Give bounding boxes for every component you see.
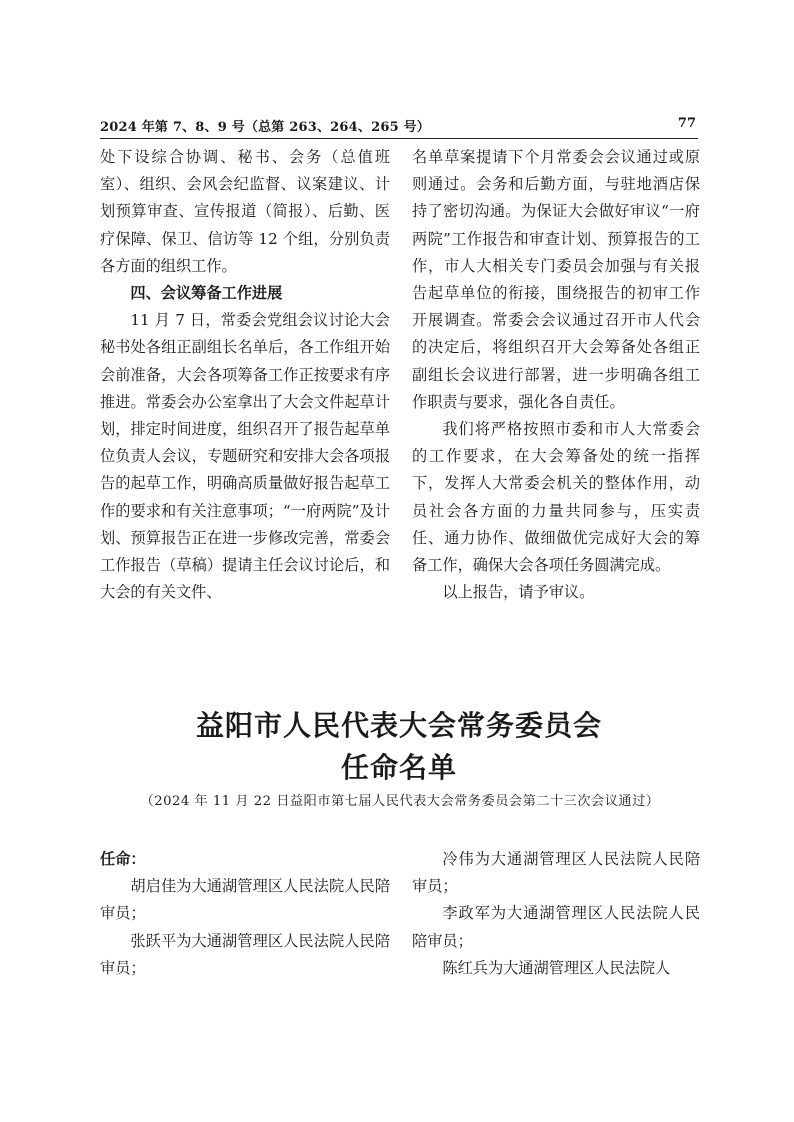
issue-number: 2024 年第 7、8、9 号（总第 263、264、265 号） <box>100 120 430 135</box>
appointment-item: 陈红兵为大通湖管理区人民法院人 <box>442 958 671 977</box>
page-number: 77 <box>677 116 696 131</box>
appointment-item: 胡启佳为大通湖管理区人民法院人民陪审员； <box>100 877 390 923</box>
appointment-item: 李政军为大通湖管理区人民法院人民陪审员； <box>412 904 700 950</box>
report-closing: 以上报告，请予审议。 <box>442 583 595 602</box>
appointment-title-line2: 任命名单 <box>340 751 457 784</box>
appointment-title: 益阳市人民代表大会常务委员会 <box>195 709 602 742</box>
page-header <box>100 116 698 139</box>
report-column-left <box>100 144 390 606</box>
appointment-column-left <box>100 846 390 982</box>
section-heading: 四、会议筹备工作进展 <box>130 284 283 303</box>
report-paragraph: 11 月 7 日，常委会党组会议讨论大会秘书处各组正副组长名单后，各工作组开始会前准备，大会各项筹备工作正按要求有序推进。常委会办公室拿出了大会文件起草计划，排定时间进度，组织召开了报告起草单位负责人会议，专题研究和安排大会各项报告的起草工作，明确高质量做好报告起草工作的要求和有关注意事项；“一府两院”及计划、预算报告正在进一步修改完善，常委会工作报告（草稿）提请主任会议讨论后，和大会的有关文件、 <box>100 311 390 602</box>
report-paragraph: 处下设综合协调、秘书、会务（总值班室）、组织、会风会纪监督、议案建议、计划预算审查、宣传报道（简报）、后勤、医疗保障、保卫、信访等 12 个组，分别负责各方面的组织工作。 <box>100 148 390 275</box>
report-paragraph: 名单草案提请下个月常委会会议通过或原则通过。会务和后勤方面，与驻地酒店保持了密切沟通。为保证大会做好审议“一府两院”工作报告和审查计划、预算报告的工作，市人大相关专门委员会加强与有关报告起草单位的衔接，围绕报告的初审工作开展调查。常委会会议通过召开市人代会的决定后，将组织召开大会筹备处各组正副组长会议进行部署，进一步明确各组工作职责与要求，强化各自责任。 <box>412 148 700 411</box>
appointment-label: 任命： <box>100 850 146 868</box>
appointment-subtitle: （2024 年 11 月 22 日益阳市第七届人民代表大会常务委员会第二十三次会议通过） <box>140 794 660 809</box>
report-column-right <box>412 144 700 606</box>
appointment-column-right <box>412 846 700 982</box>
appointment-item: 冷伟为大通湖管理区人民法院人民陪审员； <box>412 850 700 896</box>
appointment-item: 张跃平为大通湖管理区人民法院人民陪审员； <box>100 931 390 977</box>
report-paragraph: 我们将严格按照市委和市人大常委会的工作要求，在大会筹备处的统一指挥下，发挥人大常委会机关的整体作用，动员社会各方面的力量共同参与，压实责任、通力协作、做细做优完成好大会的筹备工作，确保大会各项任务圆满完成。 <box>412 420 700 575</box>
